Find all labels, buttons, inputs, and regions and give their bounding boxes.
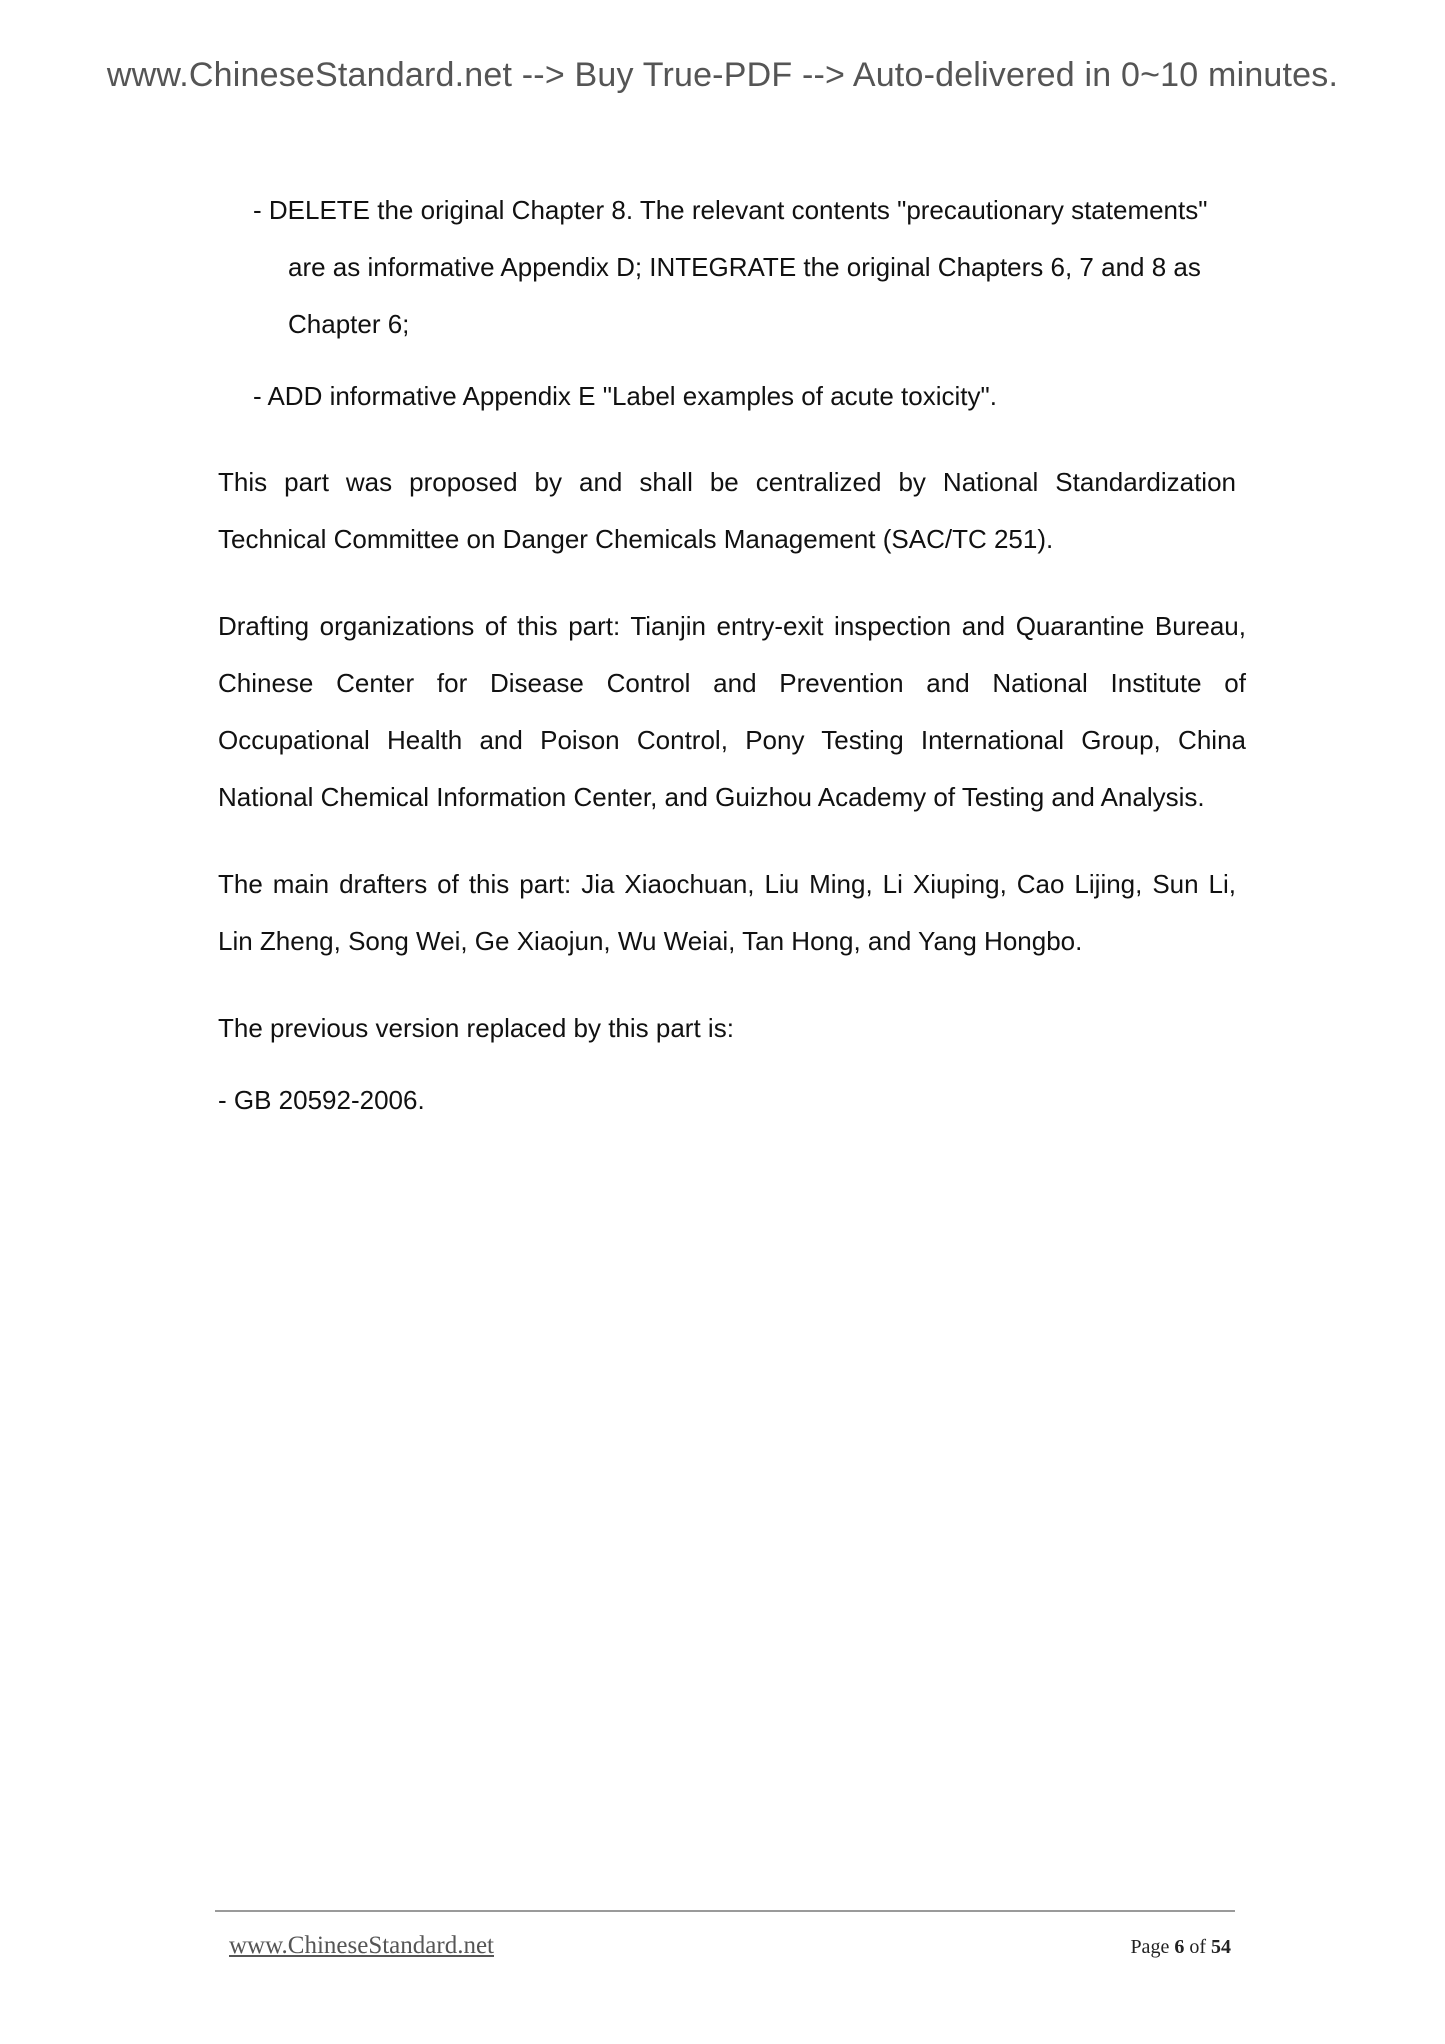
footer-divider (215, 1910, 1235, 1912)
paragraph-previous-version: The previous version replaced by this part is: (218, 1013, 734, 1043)
paragraph-drafting-organizations: Drafting organizations of this part: Tianjin entry-exit inspection and Quarantine Bureau, Chinese Center for Disease Control and Prevention and National Institute of Occupational Health and Poison Control, Pony Testing International Group, China National Chemical Information Center, and Guizhou Academy of Testing and Analysis. (218, 611, 1246, 812)
list-item-text: - ADD informative Appendix E "Label examples of acute toxicity". (253, 381, 997, 411)
top-banner: www.ChineseStandard.net --> Buy True-PDF --> Auto-delivered in 0~10 minutes. (106, 56, 1339, 94)
paragraph-proposed-by: This part was proposed by and shall be centralized by National Standardization Technical Committee on Danger Chemicals Management (SAC/TC 251). (218, 467, 1236, 554)
page-prefix: Page (1130, 1936, 1175, 1958)
page-current: 6 (1174, 1936, 1185, 1958)
paragraph-main-drafters: The main drafters of this part: Jia Xiaochuan, Liu Ming, Li Xiuping, Cao Lijing, Sun Li, Lin Zheng, Song Wei, Ge Xiaojun, Wu Weiai, Tan Hong, and Yang Hongbo. (218, 869, 1236, 956)
previous-version-item: - GB 20592-2006. (218, 1085, 425, 1115)
list-item-add-appendix-e (253, 368, 1236, 425)
page-total: 54 (1211, 1936, 1231, 1958)
footer-site-link[interactable]: www.ChineseStandard.net (229, 1932, 494, 1959)
list-item-text: are as informative Appendix D; INTEGRATE the original Chapters 6, 7 and 8 as (288, 252, 1201, 282)
page-of: of (1184, 1936, 1211, 1958)
list-item-delete-chapter-8 (253, 182, 1236, 353)
page-number (1130, 1936, 1231, 1959)
list-item-text: - DELETE the original Chapter 8. The relevant contents "precautionary statements" (253, 195, 1208, 225)
list-item-text: Chapter 6; (288, 309, 410, 339)
